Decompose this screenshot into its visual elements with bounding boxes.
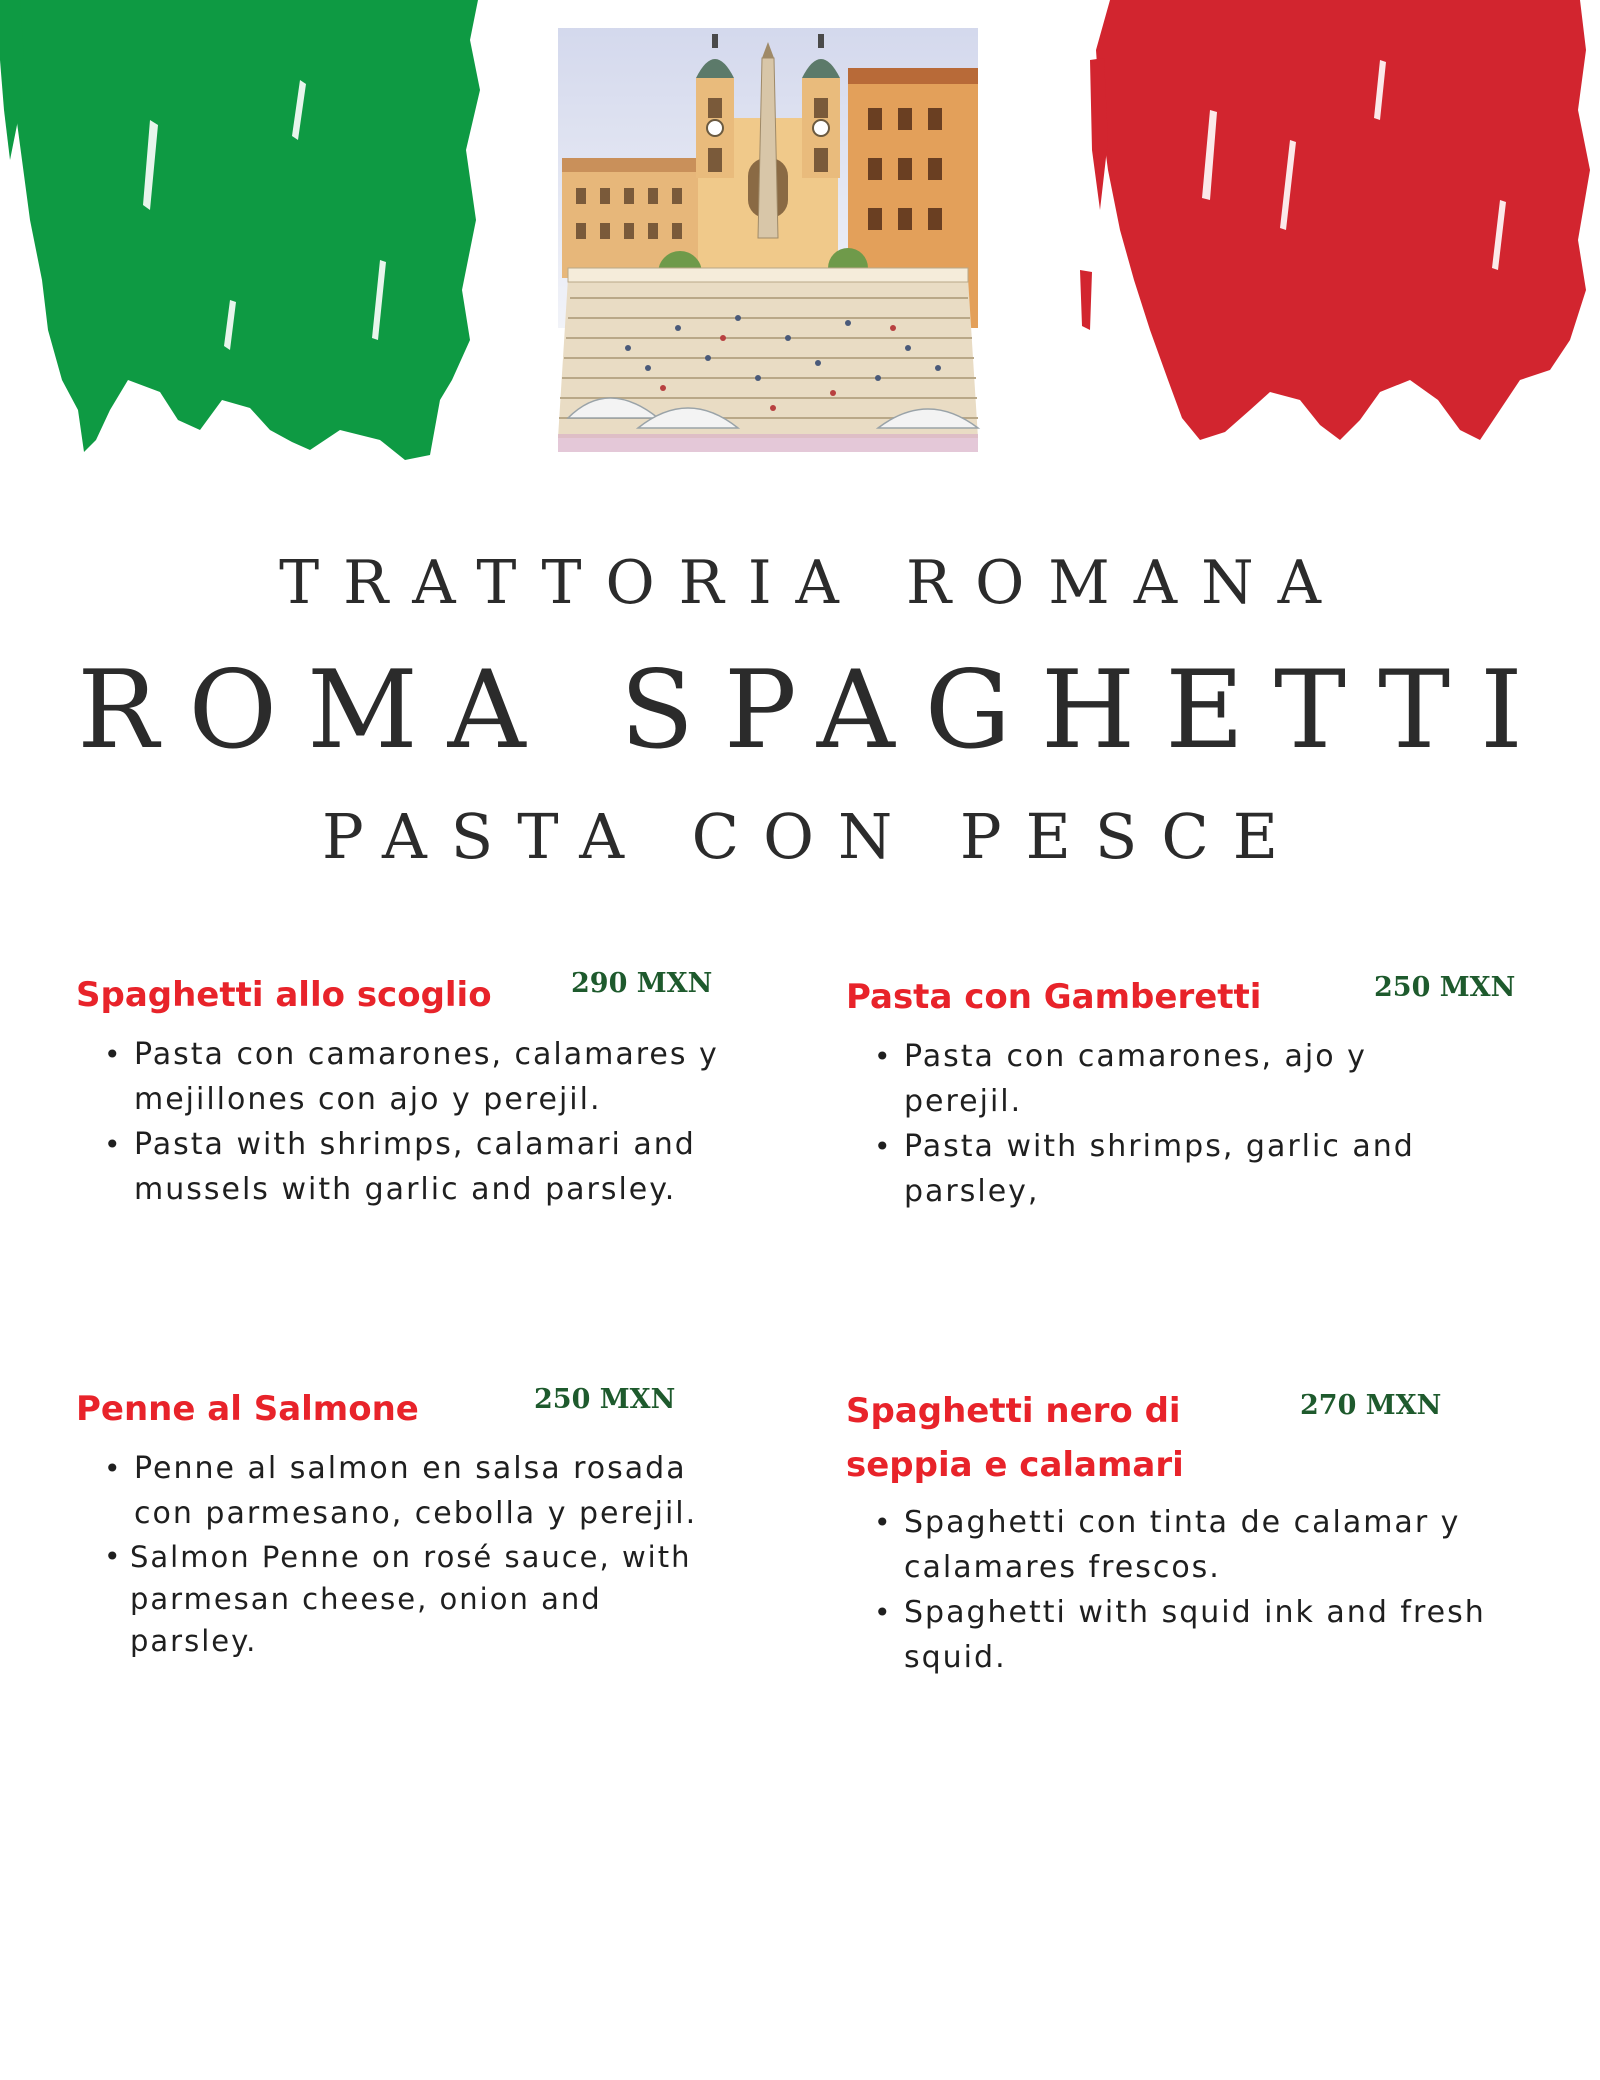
dish-name: Spaghetti allo scoglio — [76, 975, 492, 1015]
page-title: ROMA SPAGHETTI — [77, 648, 1553, 773]
description-english: • Salmon Penne on rosé sauce, with parmesan cheese, onion and parsley. — [104, 1536, 704, 1662]
dish-description — [104, 1446, 704, 1662]
dish-name: Spaghetti nero di seppia e calamari — [846, 1391, 1184, 1485]
dish-price: 250 MXN — [534, 1384, 676, 1415]
menu-item — [76, 968, 736, 1328]
description-english: • Pasta with shrimps, garlic and parsley, — [874, 1124, 1494, 1214]
green-brush-stroke — [0, 0, 500, 470]
description-spanish: • Penne al salmon en salsa rosada con parmesano, cebolla y perejil. — [104, 1446, 704, 1536]
dish-description — [104, 1032, 724, 1212]
menu-item — [846, 1384, 1546, 1714]
dish-name: Pasta con Gamberetti — [846, 977, 1262, 1017]
menu-item — [846, 970, 1546, 1230]
description-english: • Spaghetti with squid ink and fresh squid. — [874, 1590, 1494, 1680]
description-spanish: • Pasta con camarones, calamares y mejillones con ajo y perejil. — [104, 1032, 724, 1122]
dish-description — [874, 1500, 1494, 1680]
description-spanish: • Pasta con camarones, ajo y perejil. — [874, 1034, 1494, 1124]
dish-price: 290 MXN — [571, 968, 713, 999]
description-english: • Pasta with shrimps, calamari and mussels with garlic and parsley. — [104, 1122, 724, 1212]
description-spanish: • Spaghetti con tinta de calamar y calamares frescos. — [874, 1500, 1494, 1590]
dish-name: Penne al Salmone — [76, 1389, 419, 1429]
spanish-steps-illustration — [548, 18, 988, 460]
dish-price: 270 MXN — [1300, 1390, 1442, 1421]
dish-price: 250 MXN — [1374, 972, 1516, 1003]
menu-item — [76, 1382, 736, 1732]
menu-section-title: PASTA CON PESCE — [321, 800, 1303, 873]
restaurant-name: TRATTORIA ROMANA — [279, 548, 1345, 618]
red-brush-stroke — [1050, 0, 1600, 460]
dish-description — [874, 1034, 1494, 1214]
